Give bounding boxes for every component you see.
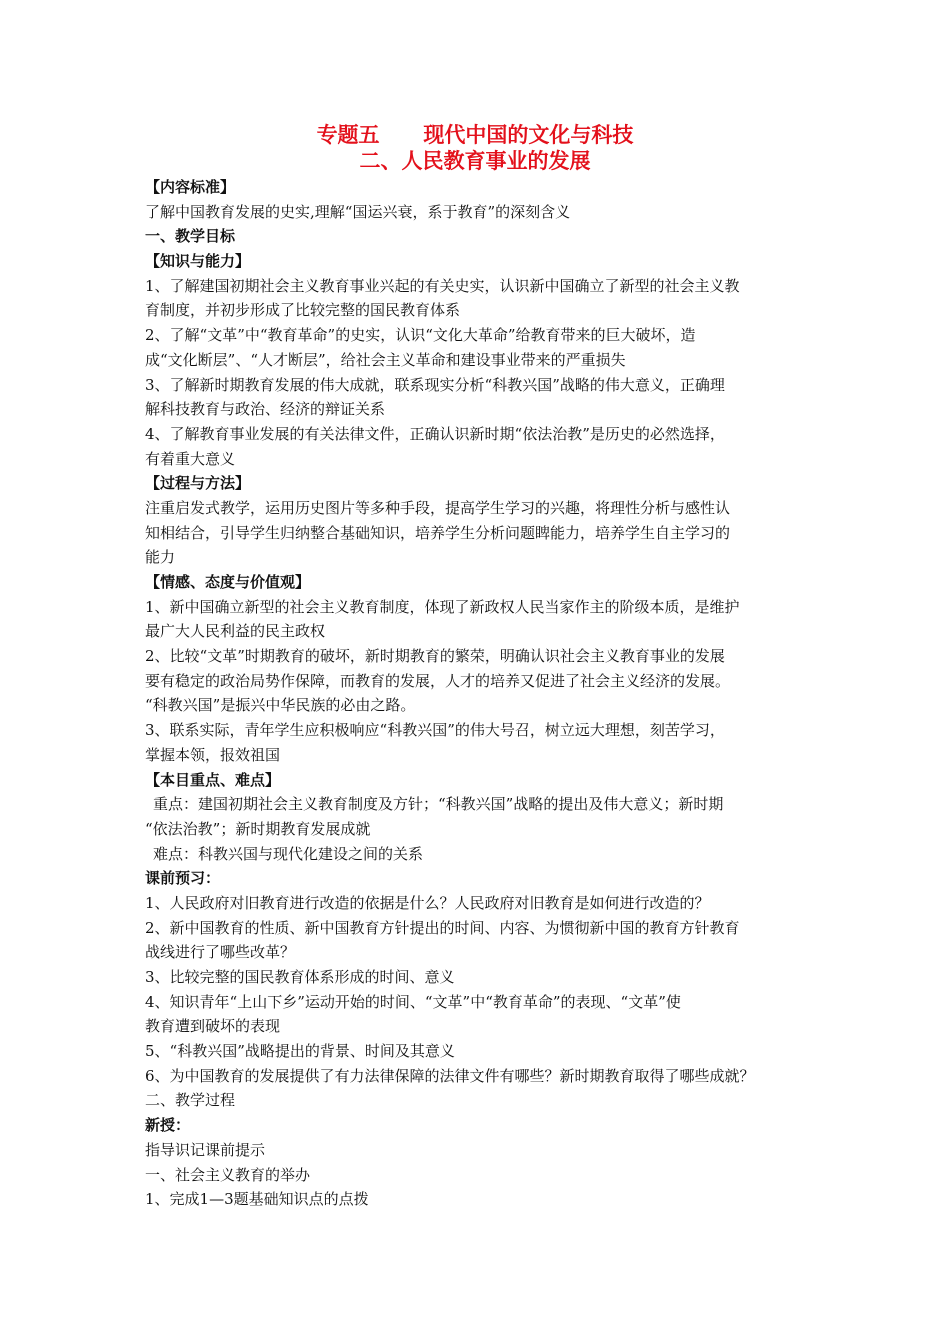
section-heading: 一、教学目标	[145, 227, 236, 246]
document-body	[145, 175, 825, 1212]
text-line: 能力	[145, 548, 176, 567]
section-heading: 【知识与能力】	[145, 252, 251, 271]
section-heading: 课前预习：	[145, 869, 221, 888]
text-line: 2、新中国教育的性质、新中国教育方针提出的时间、内容、为惯彻新中国的教育方针教育	[145, 918, 740, 937]
text-line: “依法治教”；新时期教育发展成就	[145, 819, 371, 838]
text-line: 1、了解建国初期社会主义教育事业兴起的有关史实，认识新中国确立了新型的社会主义教	[145, 276, 740, 295]
text-line: 成“文化断层”、“人才断层”，给社会主义革命和建设事业带来的严重损失	[145, 350, 626, 369]
section-heading: 【内容标准】	[145, 178, 236, 196]
text-line: 要有稳定的政治局势作保障，而教育的发展，人才的培养又促进了社会主义经济的发展。	[145, 671, 731, 690]
text-line: 2、了解“文革”中“教育革命”的史实，认识“文化大革命”给教育带来的巨大破坏，造	[145, 326, 696, 345]
section-heading: 【本目重点、难点】	[145, 770, 281, 789]
document-title: 专题五 现代中国的文化与科技	[316, 123, 634, 147]
text-line: 1、人民政府对旧教育进行改造的依据是什么？人民政府对旧教育是如何进行改造的？	[145, 893, 710, 912]
text-line: 掌握本领，报效祖国	[145, 745, 281, 764]
text-line: 1、新中国确立新型的社会主义教育制度，体现了新政权人民当家作主的阶级本质，是维护	[145, 597, 740, 616]
text-line: 3、联系实际，青年学生应积极响应“科教兴国”的伟大号召，树立远大理想，刻苦学习，	[145, 721, 725, 740]
section-heading: 【过程与方法】	[145, 474, 251, 493]
text-line: 战线进行了哪些改革？	[145, 943, 296, 962]
text-line: 4、了解教育事业发展的有关法律文件，正确认识新时期“依法治教”是历史的必然选择，	[145, 424, 725, 443]
section-heading: 【情感、态度与价值观】	[145, 573, 311, 591]
text-line: 最广大人民利益的民主政权	[145, 622, 326, 641]
text-line: “科教兴国”是振兴中华民族的必由之路。	[145, 696, 416, 715]
text-line: 注重启发式教学，运用历史图片等多种手段，提高学生学习的兴趣，将理性分析与感性认	[145, 498, 731, 517]
text-line: 2、比较“文革”时期教育的破坏，新时期教育的繁荣，明确认识社会主义教育事业的发展	[145, 647, 725, 666]
text-line: 4、知识青年“上山下乡”运动开始的时间、“文革”中“教育革命”的表现、“文革”使	[145, 992, 681, 1011]
text-line: 3、了解新时期教育发展的伟大成就，联系现实分析“科教兴国”战略的伟大意义，正确理	[145, 375, 725, 394]
text-line: 解科技教育与政治、经济的辩证关系	[145, 400, 386, 419]
text-line: 育制度，并初步形成了比较完整的国民教育体系	[145, 301, 461, 320]
text-line: 了解中国教育发展的史实,理解“国运兴衰，系于教育”的深刻含义	[145, 202, 571, 221]
text-line: 6、为中国教育的发展提供了有力法律保障的法律文件有哪些？新时期教育取得了哪些成就？	[145, 1066, 755, 1085]
text-line: 3、比较完整的国民教育体系形成的时间、意义	[145, 968, 455, 986]
text-line: 难点：科教兴国与现代化建设之间的关系	[153, 844, 424, 863]
text-line: 知相结合，引导学生归纳整合基础知识，培养学生分析问题睥能力，培养学生自主学习的	[145, 523, 731, 542]
text-line: 重点：建国初期社会主义教育制度及方针；“科教兴国”战略的提出及伟大意义；新时期	[153, 795, 724, 814]
text-line: 教育遭到破坏的表现	[145, 1017, 281, 1036]
section-heading: 新授：	[145, 1116, 191, 1135]
document-subtitle: 二、人民教育事业的发展	[359, 149, 591, 173]
text-line: 5、“科教兴国”战略提出的背景、时间及其意义	[145, 1042, 455, 1061]
text-line: 指导识记课前提示	[145, 1140, 266, 1159]
text-line: 1、完成1—3题基础知识点的点拨	[145, 1190, 369, 1209]
text-line: 有着重大意义	[145, 449, 236, 468]
text-line: 二、教学过程	[145, 1091, 236, 1110]
text-line: 一、社会主义教育的举办	[145, 1165, 311, 1184]
